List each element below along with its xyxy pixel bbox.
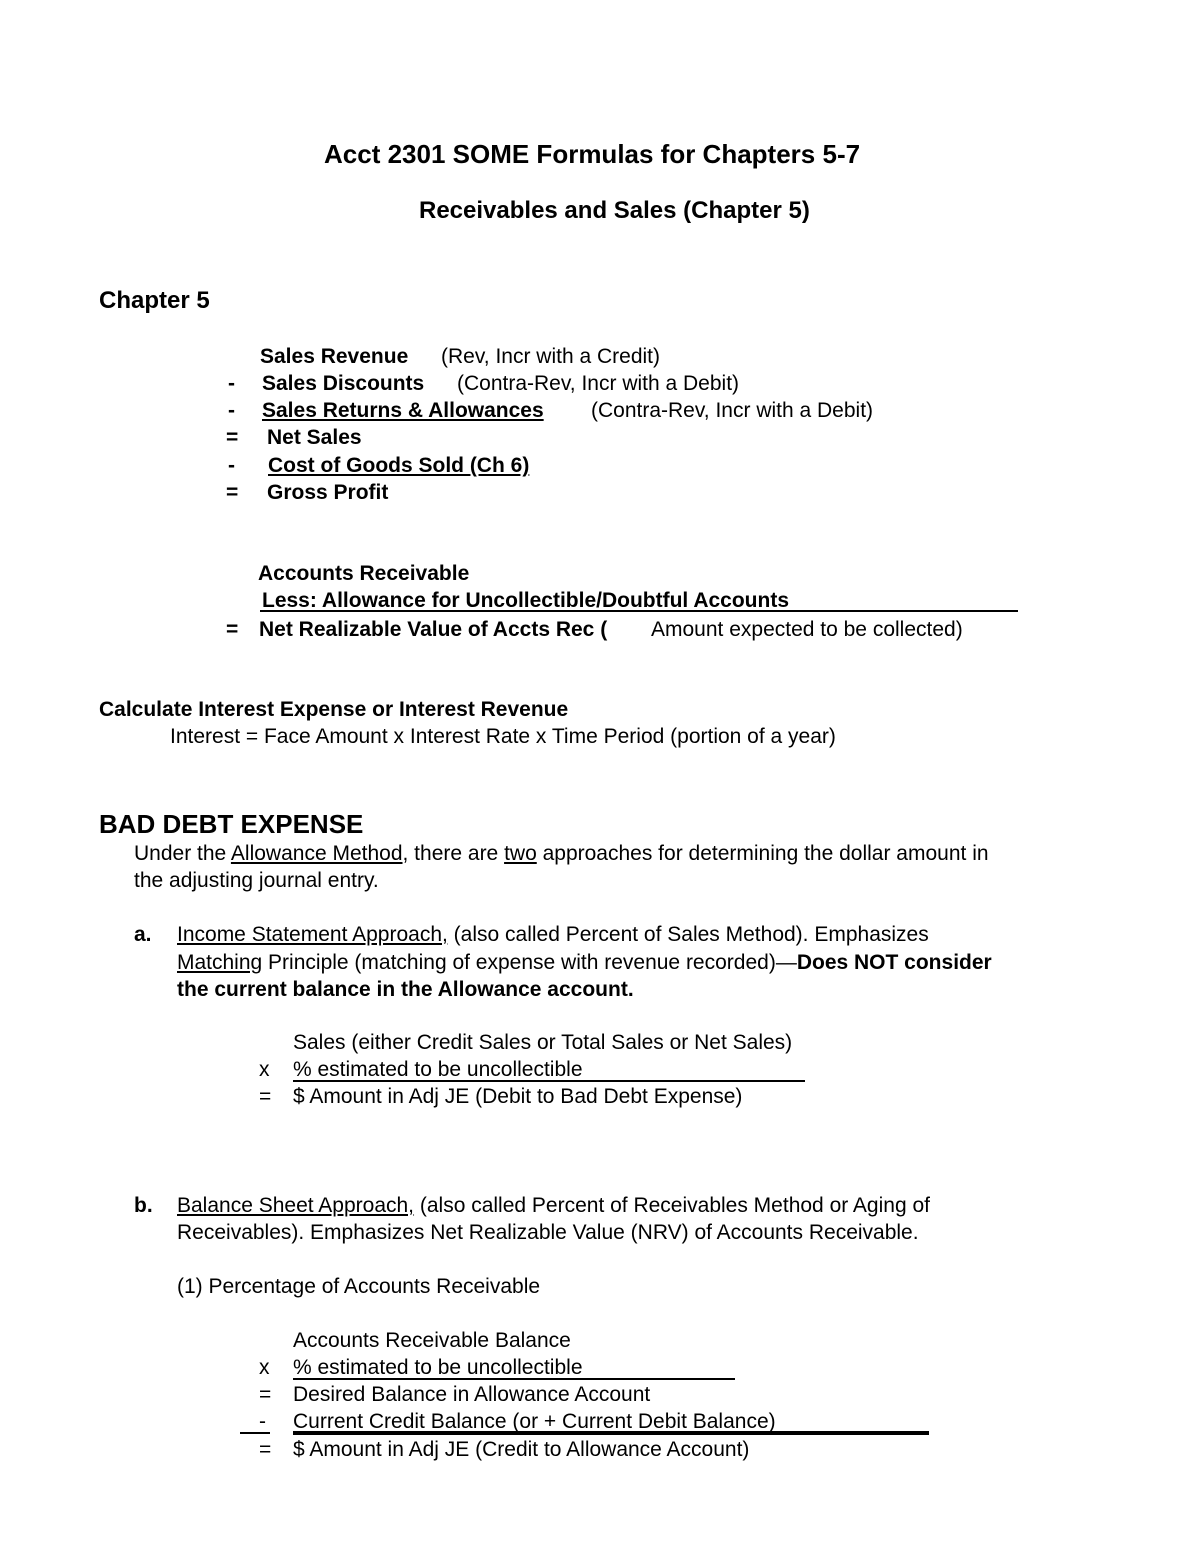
income-line-label: Sales Revenue: [260, 345, 409, 368]
approach-b-title: Balance Sheet Approach,: [177, 1194, 415, 1217]
receivable-line-label: Accounts Receivable: [258, 562, 470, 585]
income-line-operator: =: [226, 426, 239, 449]
income-line-note: (Rev, Incr with a Credit): [441, 345, 660, 368]
income-line-label: Net Sales: [267, 426, 362, 449]
document-subtitle: Receivables and Sales (Chapter 5): [419, 197, 810, 224]
approach-a-marker: a.: [134, 923, 152, 946]
intro-text: Under the: [134, 842, 231, 865]
receivable-line-note: Amount expected to be collected): [651, 618, 963, 641]
income-line-label: Sales Discounts: [262, 372, 425, 395]
receivable-line-label: Net Realizable Value of Accts Rec (: [259, 618, 608, 641]
calc-operator: x: [259, 1356, 270, 1379]
calc-underline: [293, 1080, 805, 1082]
calc-underline-left: [240, 1432, 270, 1434]
receivable-underline: [260, 610, 1018, 612]
approach-a-matching: Matching: [177, 951, 263, 974]
approach-a-line3: the current balance in the Allowance account.: [177, 978, 634, 1001]
calc-underline: [293, 1378, 735, 1380]
calc-underline: [293, 1431, 929, 1435]
bad-debt-heading: BAD DEBT EXPENSE: [99, 809, 364, 839]
approach-a-title: Income Statement Approach,: [177, 923, 448, 946]
calc-operator: =: [259, 1383, 272, 1406]
approach-b-marker: b.: [134, 1194, 153, 1217]
bad-debt-intro-line2: the adjusting journal entry.: [134, 869, 379, 892]
approach-b-text: (also called Percent of Receivables Method or Aging of: [414, 1194, 930, 1217]
calc-text: $ Amount in Adj JE (Credit to Allowance Account): [293, 1438, 750, 1461]
income-line-note: (Contra-Rev, Incr with a Debit): [457, 372, 740, 395]
calc-text: Accounts Receivable Balance: [293, 1329, 571, 1352]
income-line-label: Sales Returns & Allowances: [262, 399, 544, 422]
income-line-label: Gross Profit: [267, 481, 389, 504]
intro-allowance-method: Allowance Method: [230, 842, 403, 865]
approach-b-line2: Receivables). Emphasizes Net Realizable Value (NRV) of Accounts Receivable.: [177, 1221, 919, 1244]
approach-b-subheading: (1) Percentage of Accounts Receivable: [177, 1275, 541, 1298]
approach-a-text: (also called Percent of Sales Method). Emphasizes: [447, 923, 929, 946]
approach-a-text: Principle (matching of expense with revenue recorded)—: [262, 951, 797, 974]
calc-text: % estimated to be uncollectible: [293, 1356, 583, 1379]
intro-text: approaches for determining the dollar amount in: [536, 842, 989, 865]
approach-a-line1: [177, 924, 929, 945]
receivable-line-label: Less: Allowance for Uncollectible/Doubtful Accounts: [262, 589, 789, 612]
receivable-line-operator: =: [226, 618, 239, 641]
interest-heading: Calculate Interest Expense or Interest Revenue: [99, 698, 569, 721]
intro-text: , there are: [402, 842, 505, 865]
approach-a-line2: [177, 952, 992, 973]
document-title: Acct 2301 SOME Formulas for Chapters 5-7: [324, 139, 861, 169]
income-line-operator: -: [228, 454, 235, 477]
approach-b-line1: [177, 1195, 930, 1216]
calc-operator: =: [259, 1438, 272, 1461]
income-line-operator: -: [228, 399, 235, 422]
income-line-operator: -: [228, 372, 235, 395]
calc-text: Current Credit Balance (or + Current Debit Balance): [293, 1410, 776, 1433]
calc-text: Desired Balance in Allowance Account: [293, 1383, 651, 1406]
approach-a-bold: Does NOT consider: [796, 951, 992, 974]
calc-operator: =: [259, 1085, 272, 1108]
chapter-heading: Chapter 5: [99, 287, 210, 314]
income-line-operator: =: [226, 481, 239, 504]
calc-operator: -: [259, 1410, 266, 1433]
interest-formula: Interest = Face Amount x Interest Rate x Time Period (portion of a year): [170, 725, 836, 748]
intro-two: two: [504, 842, 537, 865]
calc-text: % estimated to be uncollectible: [293, 1058, 583, 1081]
income-line-note: (Contra-Rev, Incr with a Debit): [591, 399, 874, 422]
calc-text: Sales (either Credit Sales or Total Sales or Net Sales): [293, 1031, 793, 1054]
calc-text: $ Amount in Adj JE (Debit to Bad Debt Expense): [293, 1085, 743, 1108]
bad-debt-intro-line1: [134, 843, 989, 864]
calc-operator: x: [259, 1058, 270, 1081]
income-line-label: Cost of Goods Sold (Ch 6): [268, 454, 530, 477]
